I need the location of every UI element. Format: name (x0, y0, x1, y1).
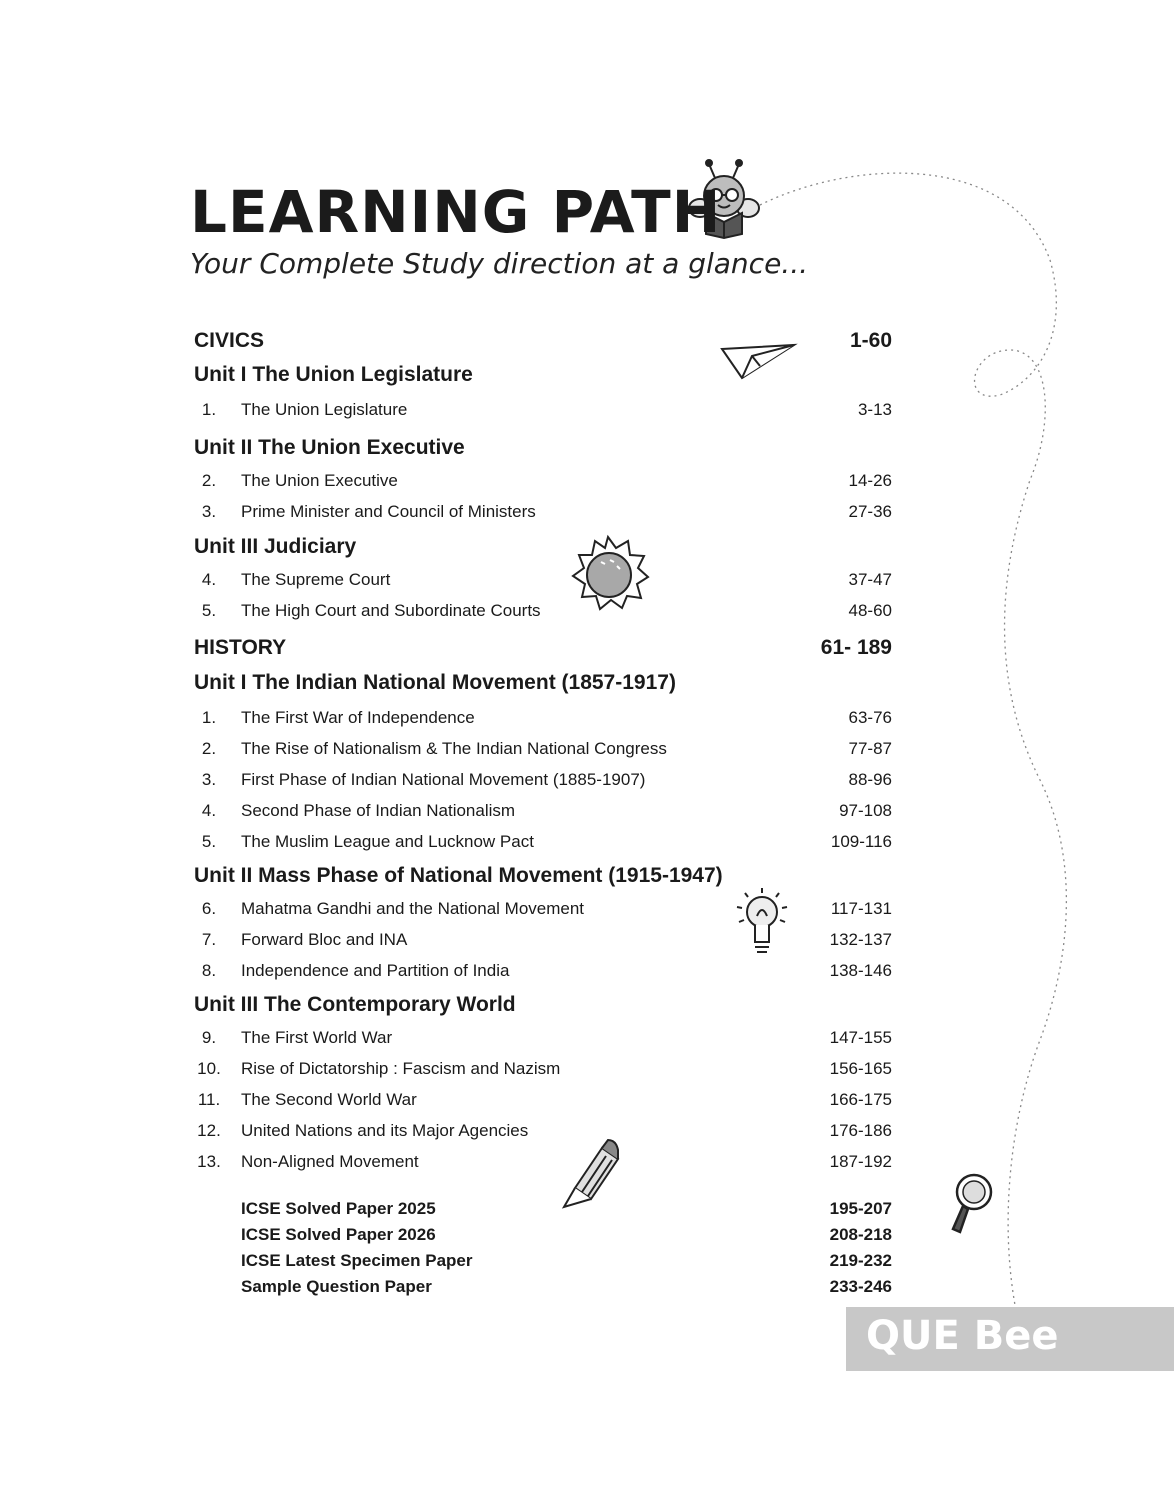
chapter-row[interactable] (194, 930, 892, 960)
chapter-number: 6. (201, 899, 217, 918)
paper-title: ICSE Latest Specimen Paper (241, 1251, 473, 1270)
chapter-number: 13. (197, 1152, 221, 1171)
paper-pages: 233-246 (829, 1277, 892, 1296)
chapter-title: The Union Legislature (241, 400, 408, 419)
chapter-title: Independence and Partition of India (241, 961, 510, 980)
chapter-number: 12. (197, 1121, 221, 1140)
section-pages: 1-60 (849, 329, 892, 352)
brand-logo-text: QUE Bee (866, 1313, 1059, 1359)
paper-row[interactable] (194, 1277, 892, 1307)
chapter-number: 7. (201, 930, 217, 949)
paper-pages: 219-232 (829, 1251, 892, 1270)
chapter-title: The Muslim League and Lucknow Pact (241, 832, 534, 851)
page-subtitle: Your Complete Study direction at a glance... (190, 247, 808, 280)
chapter-number: 10. (197, 1059, 221, 1078)
page-title: LEARNING PATH (190, 178, 722, 246)
chapter-row[interactable] (194, 400, 892, 430)
chapter-title: Mahatma Gandhi and the National Movement (241, 899, 585, 918)
chapter-title: Forward Bloc and INA (241, 930, 408, 949)
chapter-row[interactable] (194, 1121, 892, 1151)
chapter-pages: 63-76 (848, 708, 892, 727)
chapter-title: Non-Aligned Movement (241, 1152, 419, 1171)
unit-title: Unit III The Contemporary World (194, 993, 516, 1016)
section-pages: 61- 189 (820, 636, 892, 659)
chapter-pages: 176-186 (829, 1121, 892, 1140)
chapter-number: 8. (201, 961, 217, 980)
chapter-row[interactable] (194, 502, 892, 532)
chapter-pages: 3-13 (857, 400, 892, 419)
chapter-number: 2. (201, 739, 217, 758)
chapter-row[interactable] (194, 770, 892, 800)
magnifier-icon (953, 1175, 991, 1232)
brand-badge (846, 1307, 1174, 1371)
chapter-number: 3. (201, 770, 217, 789)
chapter-row[interactable] (194, 899, 892, 929)
chapter-row[interactable] (194, 1059, 892, 1089)
chapter-row[interactable] (194, 832, 892, 862)
chapter-pages: 37-47 (848, 570, 892, 589)
section-history (194, 636, 892, 666)
unit-heading (194, 993, 892, 1023)
chapter-number: 4. (201, 570, 217, 589)
chapter-title: The Union Executive (241, 471, 398, 490)
paper-title: ICSE Solved Paper 2025 (241, 1199, 436, 1218)
chapter-pages: 14-26 (848, 471, 892, 490)
section-title: CIVICS (194, 329, 265, 352)
unit-heading (194, 864, 892, 894)
chapter-pages: 77-87 (848, 739, 892, 758)
chapter-row[interactable] (194, 708, 892, 738)
unit-heading (194, 363, 892, 393)
chapter-number: 5. (201, 832, 217, 851)
chapter-pages: 147-155 (829, 1028, 892, 1047)
chapter-row[interactable] (194, 739, 892, 769)
chapter-pages: 138-146 (829, 961, 892, 980)
chapter-pages: 117-131 (830, 899, 892, 918)
chapter-number: 9. (201, 1028, 217, 1047)
unit-title: Unit II The Union Executive (194, 436, 465, 459)
chapter-row[interactable] (194, 1152, 892, 1182)
chapter-number: 1. (201, 708, 217, 727)
section-civics (194, 329, 892, 359)
chapter-pages: 166-175 (829, 1090, 892, 1109)
unit-title: Unit I The Indian National Movement (1857-1917) (194, 671, 676, 694)
chapter-title: Prime Minister and Council of Ministers (241, 502, 536, 521)
chapter-title: The First World War (241, 1028, 393, 1047)
chapter-pages: 187-192 (829, 1152, 892, 1171)
chapter-title: First Phase of Indian National Movement (1885-1907) (241, 770, 646, 789)
chapter-title: United Nations and its Major Agencies (241, 1121, 529, 1140)
unit-heading (194, 535, 892, 565)
chapter-title: The Second World War (241, 1090, 417, 1109)
chapter-row[interactable] (194, 471, 892, 501)
paper-pages: 208-218 (829, 1225, 892, 1244)
section-title: HISTORY (194, 636, 287, 659)
chapter-number: 4. (201, 801, 217, 820)
chapter-title: The Rise of Nationalism & The Indian National Congress (241, 739, 667, 758)
chapter-title: The High Court and Subordinate Courts (241, 601, 541, 620)
chapter-pages: 88-96 (848, 770, 892, 789)
chapter-pages: 48-60 (848, 601, 892, 620)
chapter-title: Second Phase of Indian Nationalism (241, 801, 516, 820)
chapter-number: 11. (197, 1090, 221, 1109)
chapter-pages: 97-108 (839, 801, 892, 820)
chapter-pages: 109-116 (830, 832, 892, 851)
chapter-title: The Supreme Court (241, 570, 391, 589)
unit-title: Unit I The Union Legislature (194, 363, 473, 386)
unit-title: Unit III Judiciary (194, 535, 357, 558)
chapter-number: 3. (201, 502, 217, 521)
chapter-row[interactable] (194, 1028, 892, 1058)
paper-title: ICSE Solved Paper 2026 (241, 1225, 436, 1244)
chapter-row[interactable] (194, 961, 892, 991)
chapter-pages: 132-137 (829, 930, 892, 949)
chapter-row[interactable] (194, 570, 892, 600)
unit-heading (194, 671, 892, 701)
chapter-pages: 27-36 (848, 502, 892, 521)
chapter-row[interactable] (194, 801, 892, 831)
chapter-row[interactable] (194, 601, 892, 631)
chapter-title: Rise of Dictatorship : Fascism and Nazism (241, 1059, 561, 1078)
paper-title: Sample Question Paper (241, 1277, 432, 1296)
paper-pages: 195-207 (829, 1199, 892, 1218)
chapter-number: 5. (201, 601, 217, 620)
chapter-pages: 156-165 (829, 1059, 892, 1078)
unit-heading (194, 436, 892, 466)
chapter-number: 2. (201, 471, 217, 490)
unit-title: Unit II Mass Phase of National Movement (1915-1947) (194, 864, 723, 887)
chapter-title: The First War of Independence (241, 708, 475, 727)
chapter-row[interactable] (194, 1090, 892, 1120)
chapter-number: 1. (201, 400, 217, 419)
